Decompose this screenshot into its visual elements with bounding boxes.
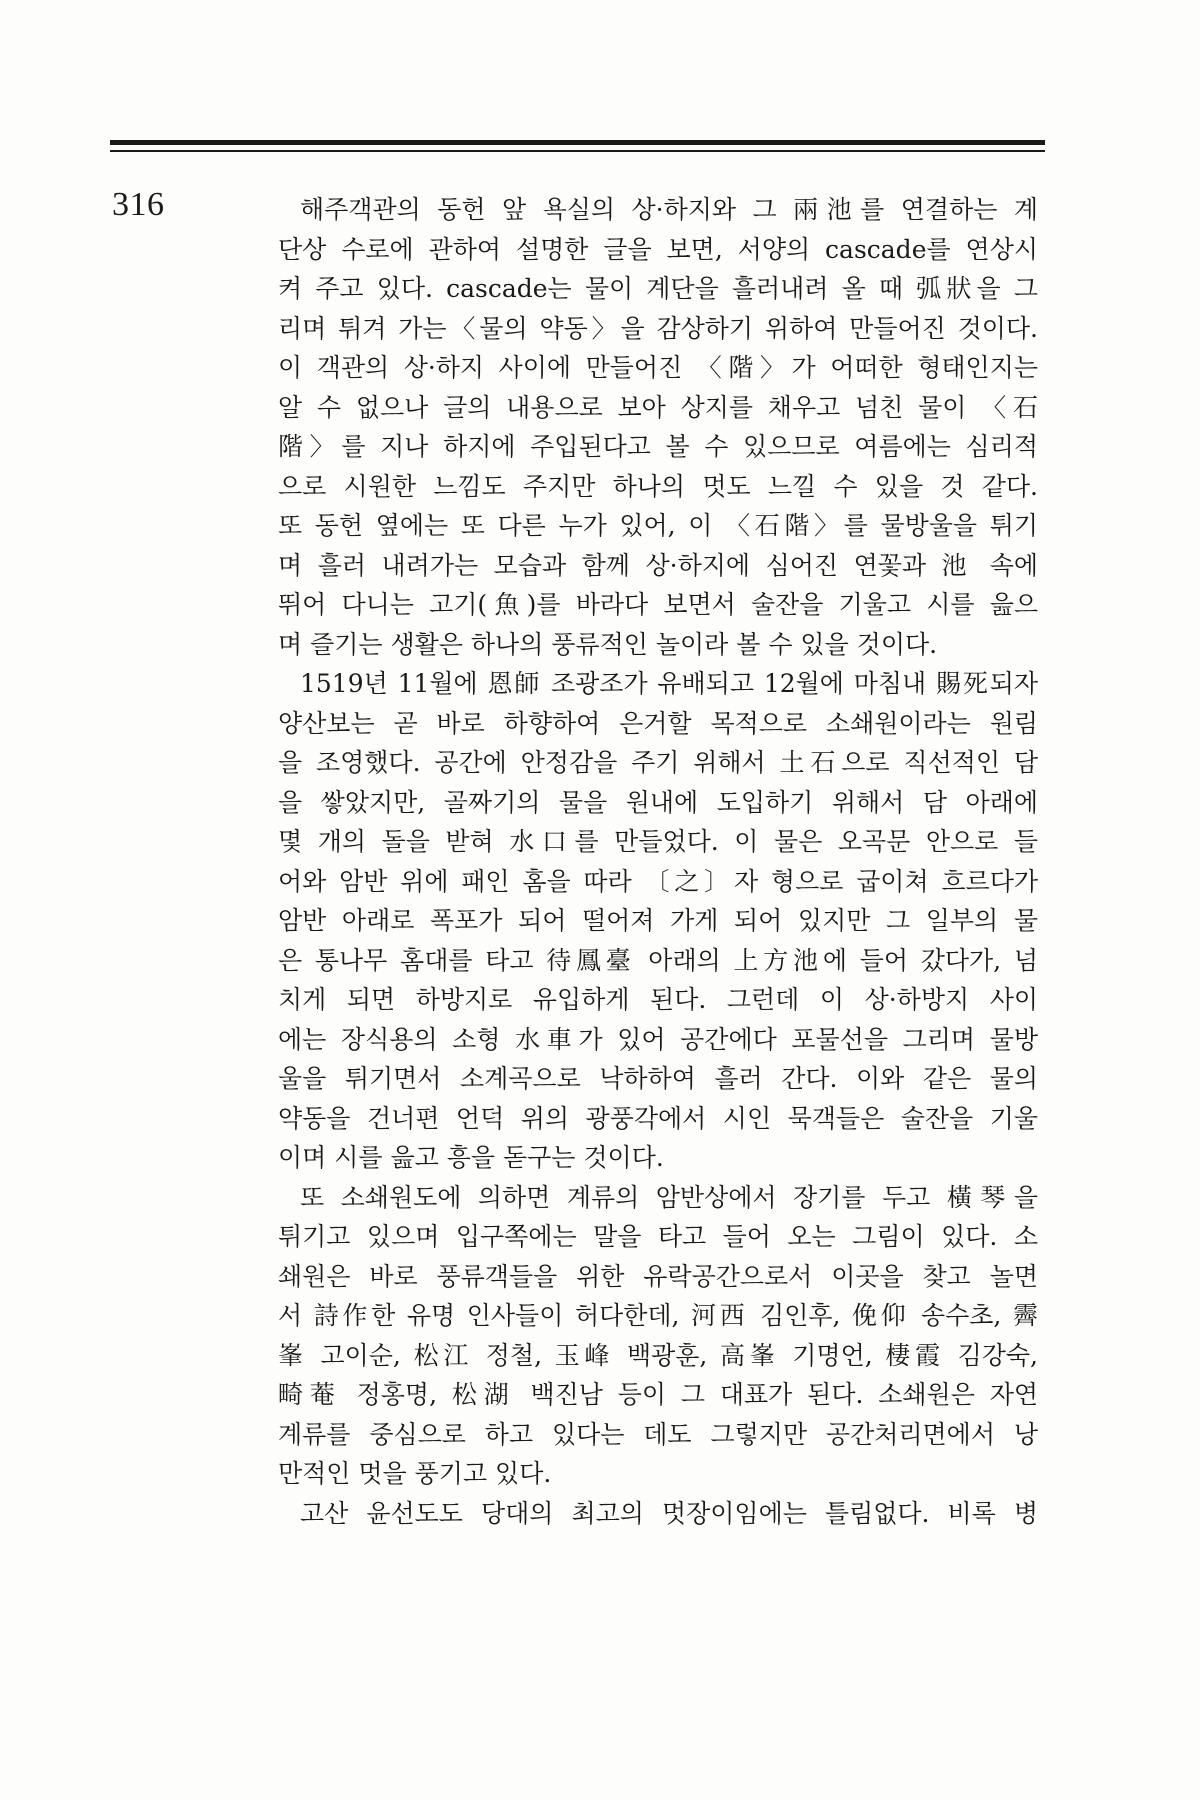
text-line: 치게 되면 하방지로 유입하게 된다. 그런데 이 상·하방지 사이: [278, 985, 1038, 1014]
text-line: 으로 시원한 느낌도 주지만 하나의 멋도 느낄 수 있을 것 같다.: [278, 471, 1038, 501]
text-line: 이 객관의 상·하지 사이에 만들어진 〈階〉가 어떠한 형태인지는: [278, 353, 1038, 382]
text-line: 암반 아래로 폭포가 되어 떨어져 가게 되어 있지만 그 일부의 물: [278, 906, 1038, 935]
text-line: 1519년 11월에 恩師 조광조가 유배되고 12월에 마침내 賜死되자: [300, 669, 1038, 698]
text-line: 며 흘러 내려가는 모습과 함께 상·하지에 심어진 연꽃과 池 속에: [278, 550, 1038, 580]
text-line: 울을 튀기면서 소계곡으로 낙하하여 흘러 간다. 이와 같은 물의: [278, 1064, 1038, 1093]
body-text: [278, 190, 1038, 1533]
text-line: 해주객관의 동헌 앞 욕실의 상·하지와 그 兩池를 연결하는 계: [300, 195, 1038, 224]
text-line: 을 쌓았지만, 골짜기의 물을 원내에 도입하기 위해서 담 아래에: [278, 787, 1038, 817]
text-line: 峯 고이순, 松江 정철, 玉峰 백광훈, 高峯 기명언, 棲霞 김강숙,: [278, 1340, 1038, 1370]
text-line: 畸菴 정홍명, 松湖 백진남 등이 그 대표가 된다. 소쇄원은 자연: [278, 1380, 1038, 1409]
text-line: 또 동헌 옆에는 또 다른 누가 있어, 이 〈石階〉를 물방울을 튀기: [278, 511, 1038, 540]
text-line: 리며 튀겨 가는〈물의 약동〉을 감상하기 위하여 만들어진 것이다.: [278, 313, 1038, 343]
text-line: 에는 장식용의 소형 水車가 있어 공간에다 포물선을 그리며 물방: [278, 1024, 1038, 1054]
text-line: 며 즐기는 생활은 하나의 풍류적인 놀이라 볼 수 있을 것이다.: [278, 629, 938, 659]
page-number: 316: [112, 186, 165, 223]
text-line: 또 소쇄원도에 의하면 계류의 암반상에서 장기를 두고 橫琴을: [300, 1182, 1038, 1212]
text-line: 을 조영했다. 공간에 안정감을 주기 위해서 土石으로 직선적인 담: [278, 748, 1038, 777]
text-line: 양산보는 곧 바로 하향하여 은거할 목적으로 소쇄원이라는 원림: [278, 708, 1038, 738]
text-line: 약동을 건너편 언덕 위의 광풍각에서 시인 묵객들은 술잔을 기울: [278, 1103, 1038, 1133]
header-rule: [110, 140, 1045, 152]
text-line: 튀기고 있으며 입구쪽에는 말을 타고 들어 오는 그림이 있다. 소: [278, 1222, 1038, 1251]
text-line: 고산 윤선도도 당대의 최고의 멋장이임에는 틀림없다. 비록 병: [300, 1498, 1038, 1528]
text-line: 쇄원은 바로 풍류객들을 위한 유락공간으로서 이곳을 찾고 놀면: [278, 1261, 1038, 1291]
text-line: 계류를 중심으로 하고 있다는 데도 그렇지만 공간처리면에서 낭: [278, 1419, 1038, 1449]
text-line: 어와 암반 위에 패인 홈을 따라 〔之〕자 형으로 굽이쳐 흐르다가: [278, 866, 1038, 896]
text-line: 알 수 없으나 글의 내용으로 보아 상지를 채우고 넘친 물이 〈石: [278, 392, 1038, 422]
text-line: 단상 수로에 관하여 설명한 글을 보면, 서양의 cascade를 연상시: [278, 234, 1038, 264]
text-line: 켜 주고 있다. cascade는 물이 계단을 흘러내려 올 때 弧狀을 그: [278, 274, 1038, 303]
text-line: 은 통나무 홈대를 타고 待鳳臺 아래의 上方池에 들어 갔다가, 넘: [278, 945, 1038, 975]
text-line: 階〉를 지나 하지에 주입된다고 볼 수 있으므로 여름에는 심리적: [278, 432, 1038, 461]
text-line: 몇 개의 돌을 받혀 水口를 만들었다. 이 물은 오곡문 안으로 들: [278, 827, 1038, 856]
text-line: 뛰어 다니는 고기(魚)를 바라다 보면서 술잔을 기울고 시를 읊으: [278, 590, 1038, 619]
text-line: 서 詩作한 유명 인사들이 허다한데, 河西 김인후, 俛仰 송수초, 霽: [278, 1301, 1038, 1330]
text-line: 만적인 멋을 풍기고 있다.: [278, 1459, 552, 1488]
text-line: 이며 시를 읊고 흥을 돋구는 것이다.: [278, 1143, 664, 1172]
